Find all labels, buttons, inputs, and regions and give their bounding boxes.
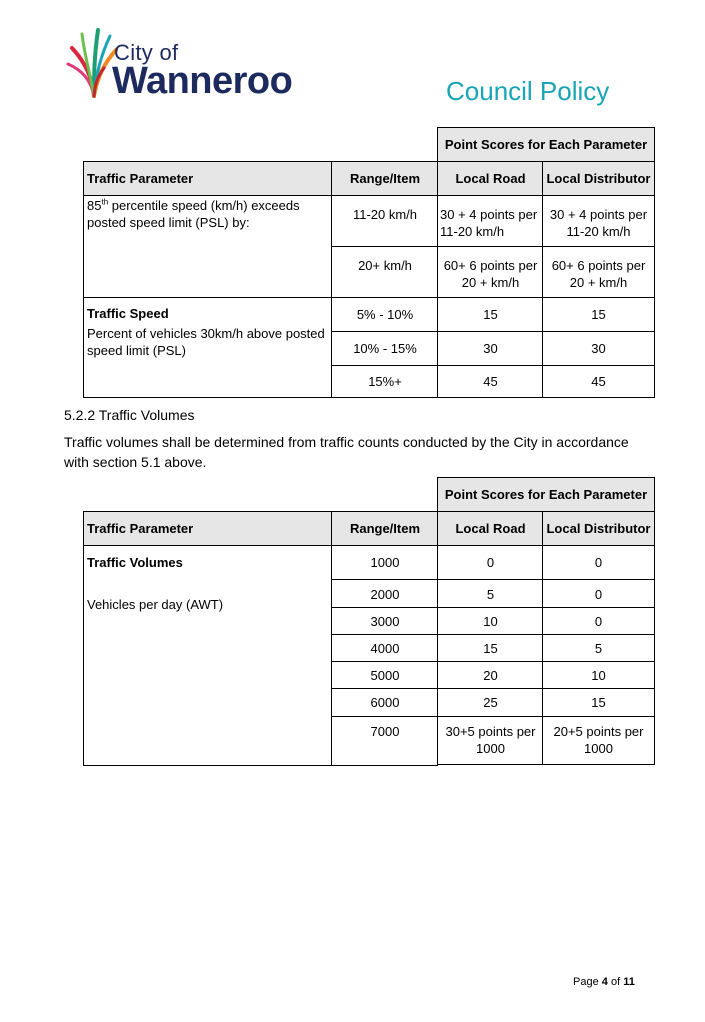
param-description: Vehicles per day (AWT) — [87, 597, 224, 612]
local-road-cell: 60+ 6 points per 20 + km/h — [437, 246, 543, 297]
range-cell: 20+ km/h — [331, 246, 438, 297]
local-distributor-cell: 0 — [542, 579, 655, 607]
col-header-local-distributor: Local Distributor — [542, 511, 655, 545]
group-header: Point Scores for Each Parameter — [437, 127, 655, 161]
group-header: Point Scores for Each Parameter — [437, 477, 655, 511]
local-distributor-cell: 45 — [542, 365, 655, 398]
col-header-parameter: Traffic Parameter — [83, 511, 331, 545]
local-distributor-cell: 30 + 4 points per 11-20 km/h — [542, 195, 655, 246]
footer-of-label: of — [610, 976, 621, 988]
param-title: Traffic Speed — [87, 306, 169, 321]
range-cell: 2000 — [331, 579, 438, 607]
city-logo — [64, 18, 304, 108]
local-distributor-cell: 5 — [542, 634, 655, 661]
footer-page-total: 11 — [623, 976, 635, 988]
range-cell: 6000 — [331, 688, 438, 716]
col-header-range: Range/Item — [331, 161, 438, 195]
page-title: Council Policy — [446, 76, 610, 106]
range-cell: 4000 — [331, 634, 438, 661]
range-cell: 3000 — [331, 607, 438, 634]
local-road-cell: 20 — [437, 661, 543, 688]
local-road-cell: 10 — [437, 607, 543, 634]
param-85-number: 85 — [87, 198, 102, 213]
local-road-cell: 30 + 4 points per 11-20 km/h — [437, 195, 543, 246]
logo-city-text: City of — [114, 40, 179, 65]
local-distributor-cell: 15 — [542, 297, 655, 331]
col-header-local-road: Local Road — [437, 511, 543, 545]
param-traffic-speed — [83, 297, 331, 398]
param-description: Percent of vehicles 30km/h above posted speed limit (PSL) — [87, 326, 325, 358]
range-cell: 5% - 10% — [331, 297, 438, 331]
range-cell: 15%+ — [331, 365, 438, 398]
local-road-cell: 15 — [437, 297, 543, 331]
col-header-range: Range/Item — [331, 511, 438, 545]
col-header-local-distributor: Local Distributor — [542, 161, 655, 195]
range-cell: 10% - 15% — [331, 331, 438, 365]
local-distributor-cell: 10 — [542, 661, 655, 688]
local-distributor-cell: 0 — [542, 545, 655, 579]
local-road-cell: 30+5 points per 1000 — [437, 716, 543, 765]
param-85-superscript: th — [101, 197, 109, 207]
range-cell: 7000 — [331, 716, 438, 766]
local-distributor-cell: 0 — [542, 607, 655, 634]
local-road-cell: 0 — [437, 545, 543, 579]
local-road-cell: 25 — [437, 688, 543, 716]
range-cell: 11-20 km/h — [331, 195, 438, 246]
section-body: Traffic volumes shall be determined from traffic counts conducted by the City in accordance with section 5.1 above. — [64, 434, 629, 470]
local-distributor-cell: 30 — [542, 331, 655, 365]
local-road-cell: 15 — [437, 634, 543, 661]
local-distributor-cell: 15 — [542, 688, 655, 716]
footer-page-label: Page — [573, 976, 599, 988]
local-road-cell: 30 — [437, 331, 543, 365]
local-road-cell: 45 — [437, 365, 543, 398]
col-header-local-road: Local Road — [437, 161, 543, 195]
local-distributor-cell: 20+5 points per 1000 — [542, 716, 655, 765]
section-heading: 5.2.2 Traffic Volumes — [64, 407, 195, 423]
local-road-cell: 5 — [437, 579, 543, 607]
param-85th-percentile — [83, 195, 331, 297]
page-footer — [573, 976, 635, 988]
range-cell: 5000 — [331, 661, 438, 688]
param-title: Traffic Volumes — [87, 555, 183, 570]
range-cell: 1000 — [331, 545, 438, 579]
param-85-text: percentile speed (km/h) exceeds posted speed limit (PSL) by: — [87, 198, 300, 230]
footer-page-number: 4 — [601, 976, 608, 988]
logo-name-text: Wanneroo — [112, 60, 293, 102]
param-traffic-volumes — [83, 545, 331, 766]
local-distributor-cell: 60+ 6 points per 20 + km/h — [542, 246, 655, 297]
col-header-parameter: Traffic Parameter — [83, 161, 331, 195]
